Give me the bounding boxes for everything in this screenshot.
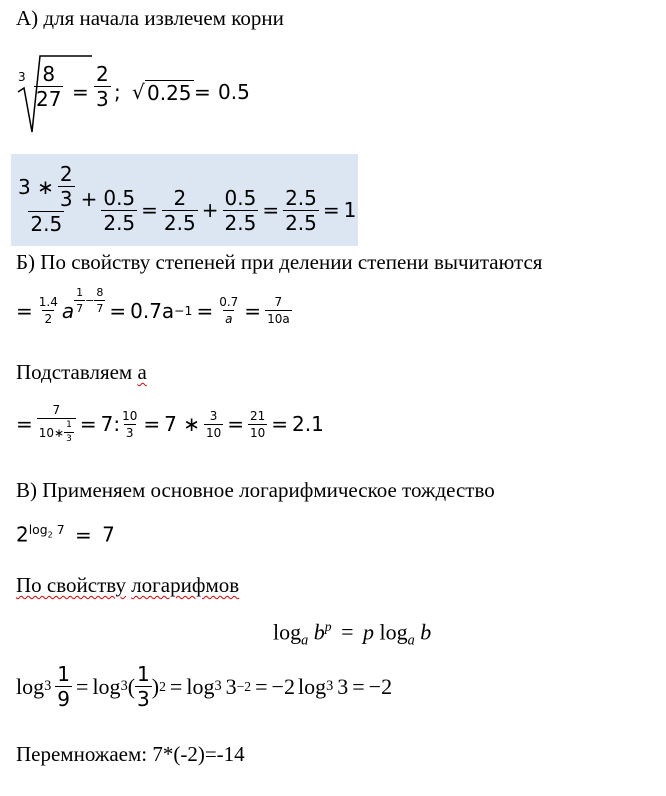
eq-sign: =	[262, 198, 280, 222]
small-fraction	[265, 296, 292, 325]
big-fraction-num	[16, 164, 77, 211]
fraction-num: 10	[122, 408, 138, 423]
log-word: log	[16, 673, 45, 699]
fraction-den: 10	[250, 425, 266, 440]
sum-result: 1	[343, 198, 357, 222]
fraction-num: 8	[96, 286, 104, 299]
log-arg: b	[420, 619, 432, 645]
subst-result: 2.1	[292, 412, 324, 436]
log-base: 3	[214, 678, 222, 694]
big-fraction-den: 2.5	[30, 212, 63, 236]
property-label-a: По свойству	[16, 573, 126, 597]
log-word: log	[297, 673, 327, 699]
fraction-num: 21	[250, 408, 266, 423]
cube-root-index: 3	[18, 70, 26, 84]
root-eq-sign: =	[72, 80, 89, 104]
log-arg-exp: −2	[236, 678, 252, 694]
mult-term: 7 ∗	[164, 412, 200, 436]
fraction-num: 7	[52, 403, 61, 417]
eq-sign: =	[227, 412, 244, 436]
fraction-den: 9	[57, 687, 71, 711]
log-base: 3	[44, 678, 52, 694]
root-fraction-den: 27	[36, 87, 62, 111]
root-result-num: 2	[96, 62, 109, 86]
log-calculation	[16, 664, 392, 709]
subst-label: Подставляем	[16, 360, 133, 384]
substitution-equation	[16, 404, 324, 444]
left-paren: (	[127, 673, 136, 699]
eq-sign: =	[255, 673, 268, 699]
inner-fraction-den: 3	[59, 187, 73, 211]
fraction-num: 3	[209, 408, 218, 423]
eq-sign: =	[271, 412, 289, 436]
log-arg: 3	[225, 673, 237, 699]
log-base: 3	[326, 678, 334, 694]
fraction-num: 1	[66, 420, 72, 430]
big-fraction	[16, 164, 77, 234]
log-word: log	[186, 673, 215, 699]
sum-equation	[16, 164, 356, 234]
log-word: log	[379, 619, 408, 645]
base-var: a	[61, 298, 75, 323]
eq-sign: =	[341, 619, 354, 645]
lead-eq: =	[16, 298, 33, 323]
fraction-num: 7	[274, 295, 283, 309]
eq-sign: =	[143, 412, 161, 436]
inner-fraction-num: 2	[59, 162, 73, 186]
sqrt-symbol: √	[132, 80, 145, 104]
fraction-num: 1	[137, 662, 150, 686]
fraction-den: 3	[137, 687, 150, 711]
fraction-num: 0.5	[224, 185, 257, 210]
fraction	[162, 185, 198, 235]
eq-sign: =	[352, 673, 365, 699]
fraction-den: a	[225, 312, 233, 326]
plus-sign: +	[80, 187, 98, 211]
fraction-den: 3	[66, 434, 72, 444]
identity-exponent	[28, 522, 65, 540]
subst-line	[16, 360, 147, 385]
calc-result: −2	[368, 673, 393, 699]
fraction-den: 3	[125, 425, 134, 440]
identity-result: 7	[102, 522, 115, 547]
log-word: log	[92, 673, 121, 699]
mid-term: 0.7a	[130, 298, 175, 323]
section-b-heading: Б) По свойству степеней при делении степени вычитаются	[16, 250, 543, 274]
eq-sign: =	[76, 673, 89, 699]
fraction	[55, 664, 72, 709]
log-base: a	[407, 632, 415, 649]
small-fraction	[217, 296, 240, 325]
right-paren: )	[151, 673, 160, 699]
eq-sign: =	[141, 198, 158, 222]
power-equation	[16, 286, 292, 326]
fraction-num: 1	[76, 286, 84, 299]
fraction-den: 2.5	[285, 210, 317, 235]
log-arg: b	[313, 619, 325, 645]
inner-fraction	[58, 164, 75, 209]
sqrt-argument: 0.25	[147, 81, 192, 105]
eq-sign: =	[196, 298, 214, 323]
lead-eq: =	[16, 412, 33, 436]
fraction-den: 2.5	[224, 210, 257, 235]
root-fraction-num: 8	[42, 62, 56, 86]
log-word: log	[273, 619, 302, 645]
log-base: 2	[47, 530, 53, 540]
fraction	[135, 664, 152, 709]
fraction-den: 2	[44, 312, 53, 326]
log-property-equation	[273, 619, 431, 650]
root-fraction	[34, 64, 63, 109]
fraction-den: 7	[76, 302, 84, 315]
small-fraction	[120, 410, 139, 439]
root-result-den: 3	[96, 87, 109, 111]
division-term: 7:	[100, 412, 121, 436]
exponent	[74, 287, 105, 314]
section-c-heading: В) Применяем основное логарифмическое тождество	[16, 478, 495, 502]
log-arg-exp: p	[324, 619, 332, 634]
sqrt-result: 0.5	[218, 80, 250, 104]
exp-minus: −	[85, 294, 95, 307]
final-answer: Перемножаем: 7*(-2)=-14	[16, 742, 245, 766]
fraction-num: 2.5	[285, 185, 317, 210]
den-left: 10∗	[38, 425, 65, 440]
fraction-den: 2.5	[103, 210, 136, 235]
small-fraction	[37, 296, 60, 325]
fraction	[283, 185, 319, 235]
exp-fraction	[74, 287, 85, 314]
fraction-num: 0.7	[219, 295, 239, 309]
subst-var: a	[137, 360, 147, 384]
plus-sign: +	[201, 198, 219, 222]
square-exp: 2	[159, 678, 166, 694]
fraction	[101, 185, 137, 235]
fraction-den: 10a	[267, 312, 290, 326]
root-result-fraction	[94, 64, 111, 109]
small-fraction	[37, 404, 76, 444]
big-num-left: 3 ∗	[18, 174, 54, 199]
eq-sign: =	[74, 522, 92, 547]
fraction-den: 10	[205, 425, 222, 440]
coefficient: −2	[271, 673, 295, 699]
coef-p: p	[363, 619, 375, 645]
mid-exponent: −1	[174, 303, 193, 318]
log-base: 3	[120, 678, 128, 694]
log-word: log	[28, 522, 48, 537]
log-arg: 7	[56, 522, 65, 537]
fraction-num: 1	[57, 662, 71, 686]
tiny-fraction	[64, 421, 74, 444]
eq-sign: =	[244, 298, 262, 323]
fraction	[223, 185, 259, 235]
sqrt-eq-sign: =	[194, 80, 211, 104]
log-arg: 3	[337, 673, 349, 699]
fraction-den: 2.5	[163, 210, 196, 235]
identity-equation	[16, 522, 115, 547]
root-separator: ;	[114, 80, 121, 104]
eq-sign: =	[322, 198, 340, 222]
small-fraction	[204, 410, 223, 439]
property-label-b: логарифмов	[131, 573, 240, 597]
section-a-heading: А) для начала извлечем корни	[16, 6, 284, 30]
eq-sign: =	[79, 412, 97, 436]
eq-sign: =	[109, 298, 127, 323]
fraction-num: 2	[173, 185, 187, 210]
property-line	[16, 573, 239, 598]
eq-sign: =	[169, 673, 183, 699]
log-base: a	[301, 632, 309, 649]
fraction-den	[37, 418, 76, 444]
fraction-num: 1.4	[38, 295, 58, 309]
identity-base: 2	[16, 522, 29, 547]
fraction-den: 7	[96, 302, 104, 315]
small-fraction	[248, 410, 267, 439]
fraction-num: 0.5	[103, 185, 136, 210]
exp-fraction	[94, 287, 105, 314]
